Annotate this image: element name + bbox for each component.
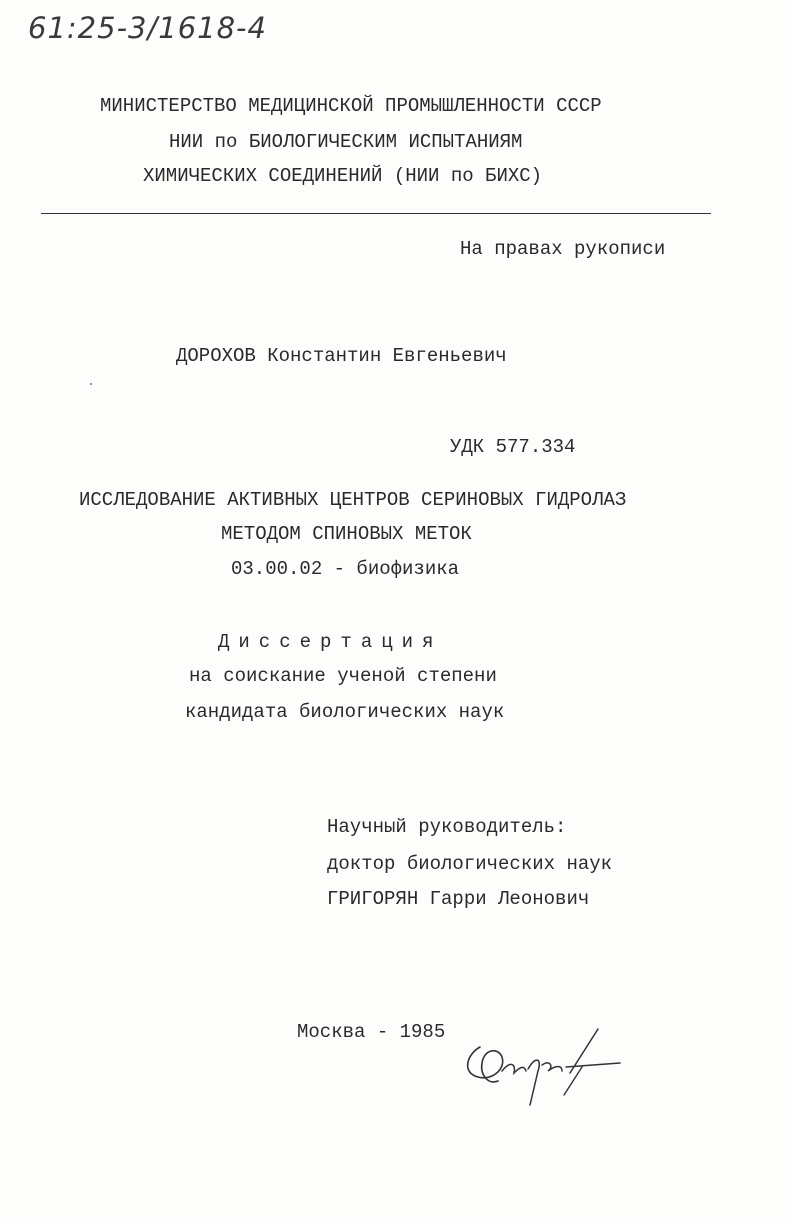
handwritten-signature [458, 1025, 628, 1125]
header-divider [41, 213, 711, 214]
manuscript-rights: На правах рукописи [460, 238, 666, 260]
institute-line-2: ХИМИЧЕСКИХ СОЕДИНЕНИЙ (НИИ по БИХС) [143, 165, 543, 187]
thesis-title-line1: ИССЛЕДОВАНИЕ АКТИВНЫХ ЦЕНТРОВ СЕРИНОВЫХ ГИДРОЛАЗ [79, 489, 627, 511]
paper-speck [90, 383, 92, 385]
supervisor-name: ГРИГОРЯН Гарри Леонович [327, 888, 590, 910]
dissertation-heading: Диссертация [218, 631, 443, 653]
supervisor-label: Научный руководитель: [327, 816, 567, 838]
degree-name: кандидата биологических наук [185, 701, 505, 723]
author-name: ДОРОХОВ Константин Евгеньевич [176, 345, 507, 367]
archive-number-handwritten: 61:25-3/1618-4 [28, 11, 267, 45]
place-and-year: Москва - 1985 [297, 1021, 446, 1043]
institute-line: НИИ по БИОЛОГИЧЕСКИМ ИСПЫТАНИЯМ [169, 131, 523, 153]
specialty-code: 03.00.02 - биофизика [231, 558, 460, 580]
degree-purpose: на соискание ученой степени [189, 665, 497, 687]
udc-code: УДК 577.334 [450, 436, 576, 458]
ministry-line: МИНИСТЕРСТВО МЕДИЦИНСКОЙ ПРОМЫШЛЕННОСТИ СССР [100, 95, 602, 117]
supervisor-degree: доктор биологических наук [327, 853, 613, 875]
thesis-title-line2: МЕТОДОМ СПИНОВЫХ МЕТОК [221, 523, 472, 545]
